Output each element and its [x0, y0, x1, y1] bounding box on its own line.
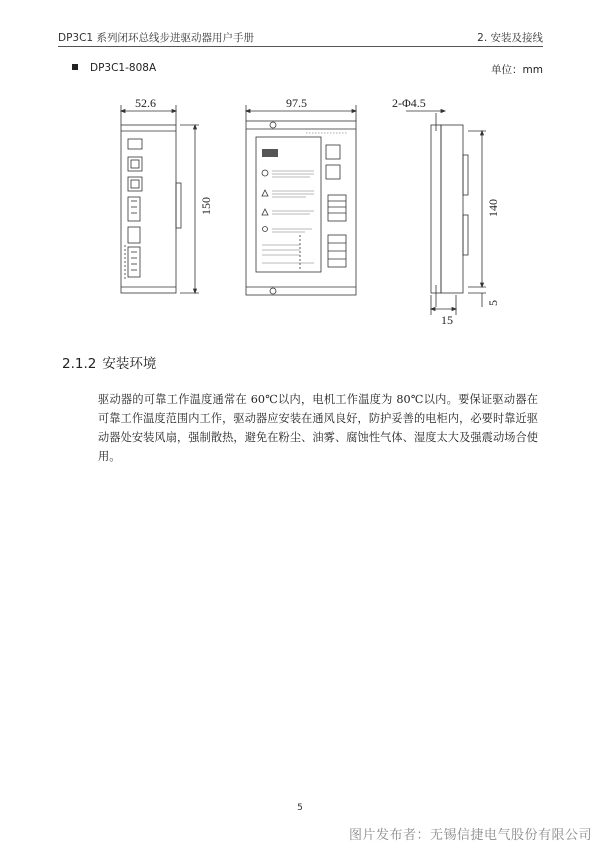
unit-label: 单位：mm — [491, 64, 543, 76]
body-text: 驱动器的可靠工作温度通常在 60℃以内，电机工作温度为 80℃以内。要保证驱动器在可靠工作温度范围内工作，驱动器应安装在通风良好，防护妥善的电柜内，必要时靠近驱动器处安装风扇，强制散热，避免在粉尘、油雾、腐蚀性气体、湿度太大及强震动场合使用。 — [98, 393, 538, 463]
manual-title: DP3C1 系列闭环总线步进驱动器用户手册 — [58, 32, 254, 44]
front-view — [246, 105, 356, 295]
dimension-drawing-svg — [100, 95, 500, 325]
model-line — [72, 62, 156, 74]
bottom-offset-label: 5 — [486, 300, 500, 306]
height-total-label: 150 — [199, 197, 213, 215]
side-width-label: 52.6 — [135, 96, 156, 110]
flange-width-label: 15 — [441, 313, 453, 325]
side-view — [121, 105, 199, 293]
section-heading — [62, 352, 156, 372]
publisher-watermark: 图片发布者：无锡信捷电气股份有限公司 — [348, 828, 592, 843]
page-number: 5 — [297, 803, 303, 813]
header-divider — [58, 46, 543, 47]
section-number: 2.1.2 — [62, 356, 97, 372]
section-title: 安装环境 — [102, 356, 157, 372]
page-header — [58, 30, 543, 46]
square-bullet-icon — [72, 64, 78, 70]
chapter-title: 2. 安装及接线 — [477, 32, 543, 44]
model-label: DP3C1-808A — [90, 62, 157, 74]
hole-spec-label: 2-Φ4.5 — [392, 96, 426, 110]
body-paragraph — [98, 390, 538, 466]
hole-pitch-label: 140 — [486, 199, 500, 217]
mounting-view — [406, 110, 486, 316]
dimension-drawing — [100, 95, 500, 325]
front-width-label: 97.5 — [286, 96, 307, 110]
